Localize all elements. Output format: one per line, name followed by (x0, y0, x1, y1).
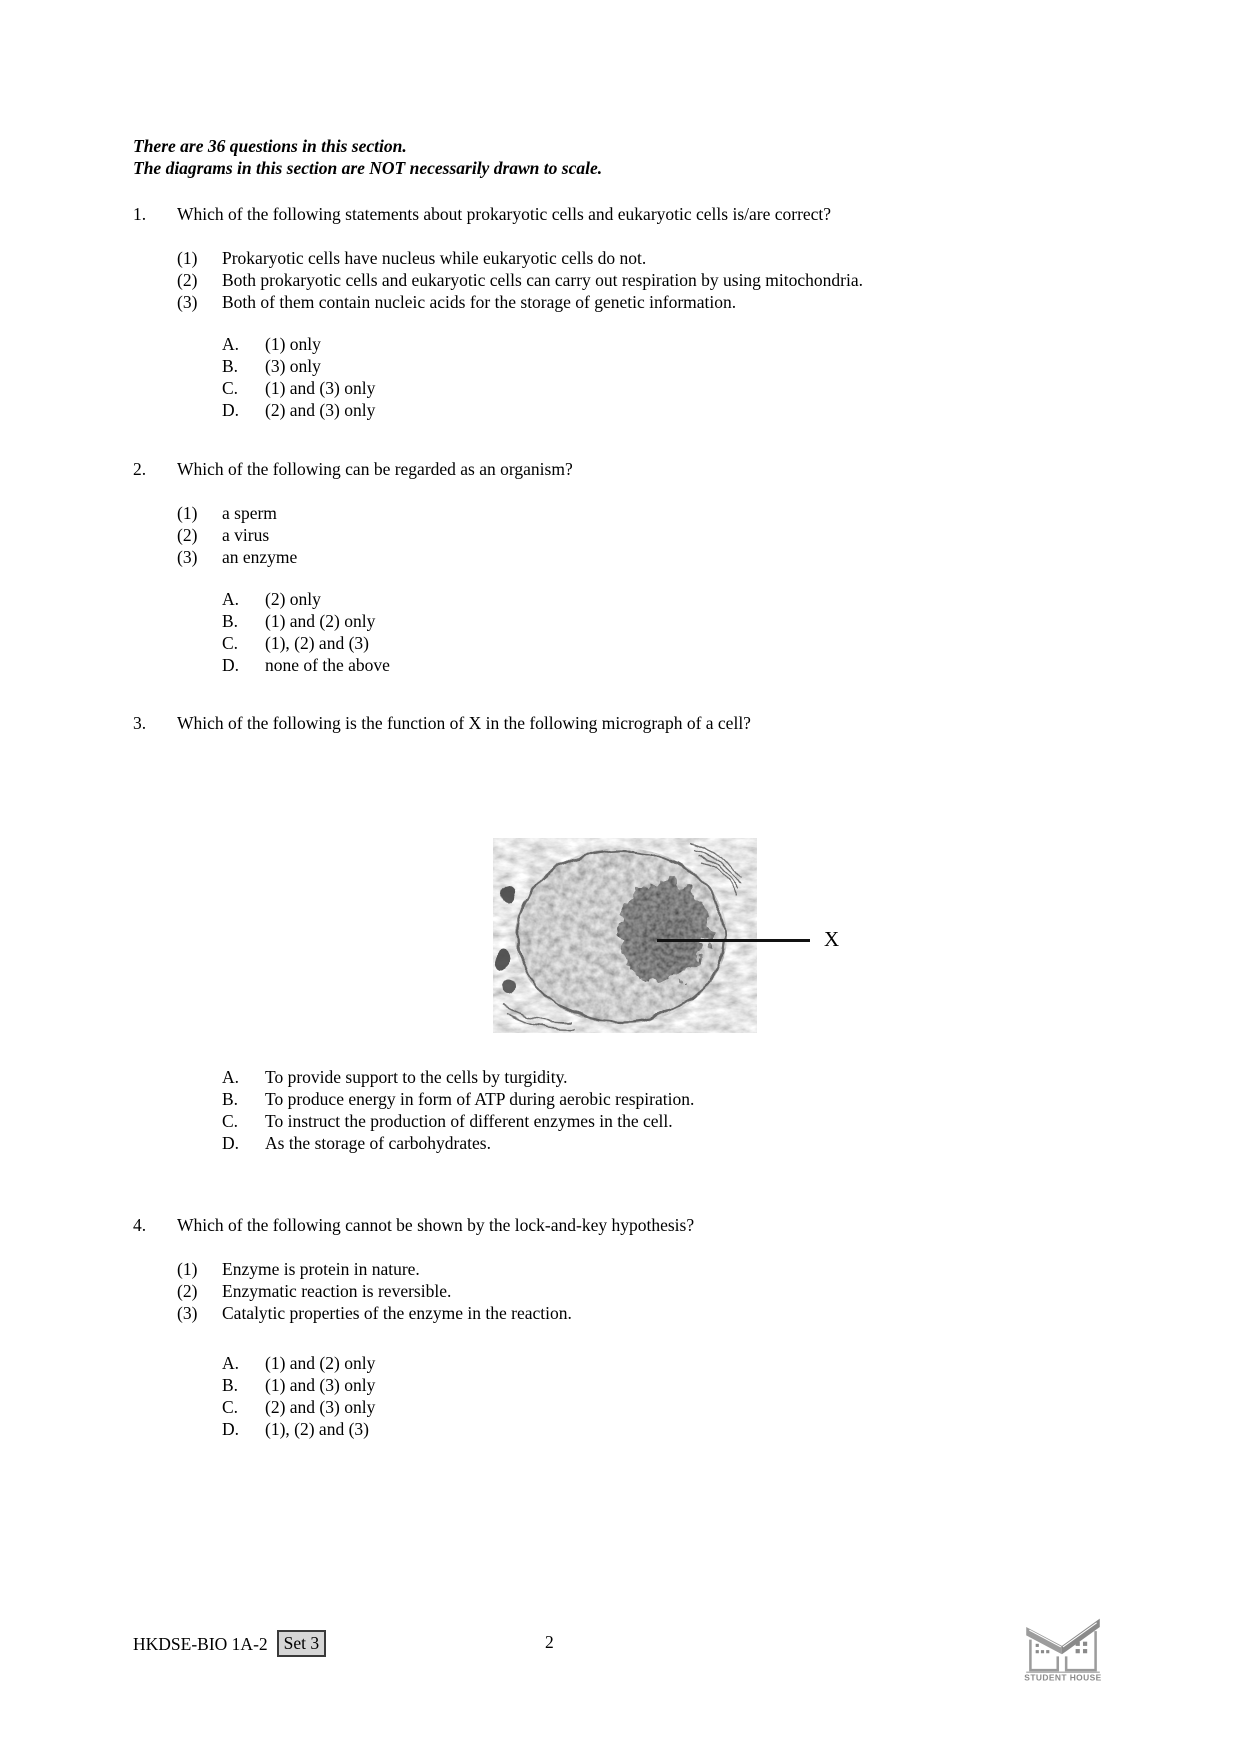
option-label: A. (222, 1353, 240, 1373)
statement (177, 291, 1123, 313)
option-label: D. (222, 1419, 240, 1439)
option-text: To provide support to the cells by turgidity. (265, 1067, 568, 1087)
question-3-options (222, 1066, 1123, 1154)
option (222, 1352, 1123, 1374)
option-text: (1) and (3) only (265, 1375, 376, 1395)
option (222, 1374, 1123, 1396)
option (222, 1110, 1123, 1132)
statement-text: a sperm (222, 503, 277, 523)
statement (177, 1258, 1123, 1280)
option (222, 355, 1123, 377)
section-preamble (133, 135, 1123, 179)
option-text: As the storage of carbohydrates. (265, 1133, 491, 1153)
question-1-heading (133, 203, 1123, 225)
option-label: D. (222, 400, 240, 420)
footer-doc-info (133, 1630, 326, 1657)
option-label: A. (222, 589, 240, 609)
option-label: C. (222, 633, 239, 653)
option (222, 588, 1123, 610)
figure-pointer-line (657, 939, 810, 942)
question-1-options (222, 333, 1123, 421)
option (222, 377, 1123, 399)
statement-label: (2) (177, 270, 198, 290)
statement (177, 1302, 1123, 1324)
question-text: Which of the following can be regarded as an organism? (177, 459, 573, 479)
option (222, 1088, 1123, 1110)
option-label: B. (222, 1089, 239, 1109)
question-4-options (222, 1352, 1123, 1440)
option-label: A. (222, 1067, 240, 1087)
option-label: C. (222, 378, 239, 398)
statement (177, 1280, 1123, 1302)
question-text: Which of the following is the function of X in the following micrograph of a cell? (177, 713, 751, 733)
question-1-statements (177, 247, 1123, 313)
doc-code: HKDSE-BIO 1A-2 (133, 1633, 268, 1654)
question-number: 1. (133, 204, 147, 224)
statement (177, 524, 1123, 546)
preamble-line-1: There are 36 questions in this section. (133, 136, 407, 156)
option-text: (2) and (3) only (265, 400, 376, 420)
statement-label: (3) (177, 1303, 198, 1323)
preamble-line-2: The diagrams in this section are NOT necessarily drawn to scale. (133, 158, 603, 178)
question-4-heading (133, 1214, 1123, 1236)
statement-text: Enzyme is protein in nature. (222, 1259, 420, 1279)
statement-label: (3) (177, 292, 198, 312)
micrograph-figure (493, 838, 840, 1033)
question-number: 2. (133, 459, 147, 479)
statement-text: a virus (222, 525, 270, 545)
option-text: (2) and (3) only (265, 1397, 376, 1417)
logo-text: STUDENT HOUSE (1024, 1672, 1102, 1683)
option-text: (1) and (3) only (265, 378, 376, 398)
option (222, 610, 1123, 632)
option (222, 1066, 1123, 1088)
statement-label: (1) (177, 1259, 198, 1279)
option-text: (1), (2) and (3) (265, 633, 369, 653)
statement-label: (3) (177, 547, 198, 567)
question-number: 4. (133, 1215, 147, 1235)
option (222, 1132, 1123, 1154)
statement (177, 502, 1123, 524)
option-label: C. (222, 1111, 239, 1131)
question-text: Which of the following statements about prokaryotic cells and eukaryotic cells is/are correct? (177, 204, 832, 224)
question-4-statements (177, 1258, 1123, 1324)
option (222, 1418, 1123, 1440)
option (222, 1396, 1123, 1418)
option-text: (2) only (265, 589, 321, 609)
option-label: C. (222, 1397, 239, 1417)
question-2-heading (133, 458, 1123, 480)
statement-label: (2) (177, 1281, 198, 1301)
question-2-statements (177, 502, 1123, 568)
option-label: B. (222, 611, 239, 631)
question-number: 3. (133, 713, 147, 733)
question-2 (133, 458, 1123, 676)
option-text: (3) only (265, 356, 321, 376)
option-text: (1) only (265, 334, 321, 354)
question-2-options (222, 588, 1123, 676)
statement (177, 247, 1123, 269)
statement-text: Both prokaryotic cells and eukaryotic cells can carry out respiration by using mitochondria. (222, 270, 863, 290)
statement-label: (1) (177, 503, 198, 523)
option-text: none of the above (265, 655, 390, 675)
option-text: (1), (2) and (3) (265, 1419, 369, 1439)
page-content (133, 135, 1123, 1440)
question-text: Which of the following cannot be shown by the lock-and-key hypothesis? (177, 1215, 695, 1235)
question-3-heading (133, 712, 1123, 734)
question-1 (133, 203, 1123, 421)
option-label: B. (222, 1375, 239, 1395)
statement (177, 269, 1123, 291)
option-label: B. (222, 356, 239, 376)
question-4 (133, 1214, 1123, 1440)
option (222, 632, 1123, 654)
option-text: To instruct the production of different enzymes in the cell. (265, 1111, 673, 1131)
question-3 (133, 712, 1123, 1154)
student-house-logo (1022, 1613, 1104, 1683)
option-text: (1) and (2) only (265, 1353, 376, 1373)
statement-text: Enzymatic reaction is reversible. (222, 1281, 452, 1301)
statement (177, 546, 1123, 568)
option-text: (1) and (2) only (265, 611, 376, 631)
statement-text: an enzyme (222, 547, 298, 567)
option-label: D. (222, 1133, 240, 1153)
statement-text: Catalytic properties of the enzyme in the reaction. (222, 1303, 572, 1323)
option (222, 399, 1123, 421)
option-label: A. (222, 334, 240, 354)
page-number: 2 (545, 1632, 554, 1652)
option-text: To produce energy in form of ATP during aerobic respiration. (265, 1089, 695, 1109)
statement-text: Both of them contain nucleic acids for the storage of genetic information. (222, 292, 737, 312)
statement-text: Prokaryotic cells have nucleus while eukaryotic cells do not. (222, 248, 647, 268)
figure-label-x: X (824, 927, 840, 951)
option-label: D. (222, 655, 240, 675)
statement-label: (2) (177, 525, 198, 545)
option (222, 333, 1123, 355)
statement-label: (1) (177, 248, 198, 268)
option (222, 654, 1123, 676)
cell-micrograph-image (493, 838, 757, 1033)
set-label-box: Set 3 (277, 1630, 327, 1657)
